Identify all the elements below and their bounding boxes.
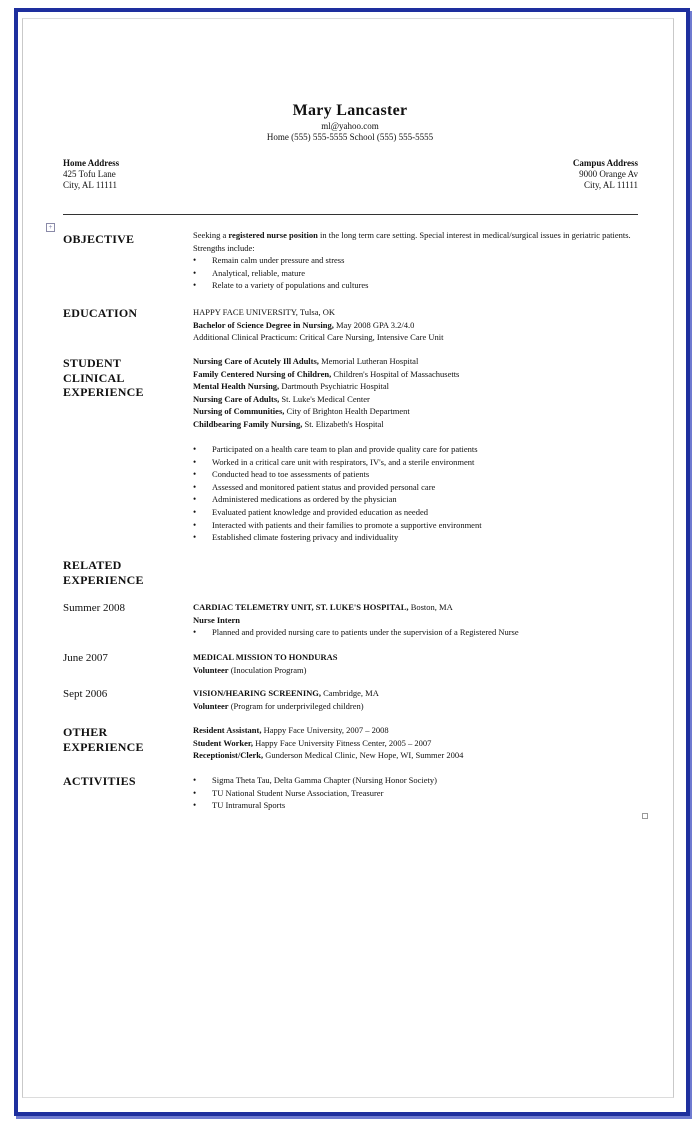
campus-address-line2: City, AL 11111 — [584, 180, 638, 190]
entry-org-name: CARDIAC TELEMETRY UNIT, ST. LUKE'S HOSPITAL, — [193, 602, 409, 612]
job-title: Resident Assistant, — [193, 725, 262, 735]
list-item: • Established climate fostering privacy and individuality — [193, 531, 638, 544]
clinical-heading-line3: EXPERIENCE — [63, 385, 144, 399]
entry-date: Summer 2008 — [63, 602, 126, 614]
list-item — [193, 724, 638, 737]
rotation-site: Dartmouth Psychiatric Hospital — [279, 381, 389, 392]
list-item — [193, 355, 638, 368]
resume-header — [0, 101, 700, 143]
entry-org — [193, 601, 638, 614]
end-of-cell-marker — [642, 813, 648, 819]
rotation-name: Nursing Care of Adults, — [193, 393, 280, 404]
rotation-site: St. Elizabeth's Hospital — [302, 418, 384, 429]
objective-intro — [193, 229, 638, 254]
entry-org-location: Boston, MA — [408, 602, 453, 612]
entry-role — [193, 664, 638, 677]
rotation-site: Children's Hospital of Massachusetts — [331, 368, 460, 379]
list-item: • Participated on a health care team to plan and provide quality care for patients — [193, 443, 638, 456]
job-title: Student Worker, — [193, 737, 253, 748]
job-detail: Happy Face University Fitness Center, 2005 – 2007 — [253, 737, 432, 748]
other-experience-list — [193, 724, 638, 762]
objective-heading: OBJECTIVE — [63, 232, 135, 246]
list-item: • Relate to a variety of populations and cultures — [193, 279, 638, 292]
rotation-name: Nursing of Communities, — [193, 406, 285, 417]
list-item — [193, 393, 638, 406]
clinical-heading-line1: STUDENT — [63, 356, 122, 370]
list-item — [193, 418, 638, 431]
entry-role-title: Nurse Intern — [193, 614, 240, 625]
activities-content — [193, 774, 638, 812]
clinical-duties-list — [193, 443, 638, 544]
entry-date: Sept 2006 — [63, 688, 108, 700]
clinical-heading — [63, 356, 144, 400]
rotation-site: City of Brighton Health Department — [284, 406, 410, 417]
list-item: • Assessed and monitored patient status and provided personal care — [193, 481, 638, 494]
related-entry — [193, 687, 638, 712]
entry-org — [193, 687, 638, 700]
email-line: ml@yahoo.com — [321, 121, 379, 131]
objective-strengths-list — [193, 254, 638, 292]
home-address — [63, 158, 119, 191]
entry-role — [193, 614, 638, 627]
entry-org-location: Cambridge, MA — [321, 688, 379, 698]
related-heading — [63, 558, 144, 587]
related-entry — [193, 651, 638, 676]
objective-intro-bold: registered nurse position — [228, 230, 318, 240]
rotation-name: Family Centered Nursing of Children, — [193, 368, 332, 379]
education-degree — [193, 319, 638, 332]
activities-list — [193, 774, 638, 812]
education-practicum: Additional Clinical Practicum: Critical Care Nursing, Intensive Care Unit — [193, 332, 444, 343]
rotation-site: St. Luke's Medical Center — [279, 393, 370, 404]
entry-role — [193, 700, 638, 713]
entry-org — [193, 651, 638, 664]
education-content — [193, 306, 638, 344]
rotation-site: Memorial Lutheran Hospital — [318, 356, 419, 366]
objective-content — [193, 229, 638, 292]
entry-org-name: MEDICAL MISSION TO HONDURAS — [193, 652, 338, 662]
clinical-duties — [193, 443, 638, 544]
phone-line: Home (555) 555-5555 School (555) 555-5555 — [266, 132, 434, 142]
entry-role-title: Volunteer — [193, 700, 229, 711]
list-item — [193, 368, 638, 381]
header-divider — [63, 214, 638, 215]
list-item: • Conducted head to toe assessments of patients — [193, 468, 638, 481]
list-item — [193, 749, 638, 762]
list-item: • Administered medications as ordered by the physician — [193, 493, 638, 506]
related-entry — [193, 601, 638, 639]
related-heading-line1: RELATED — [63, 558, 122, 572]
education-heading: EDUCATION — [63, 306, 138, 320]
other-heading-line1: OTHER — [63, 725, 108, 739]
job-detail: Gunderson Medical Clinic, New Hope, WI, Summer 2004 — [263, 750, 464, 761]
list-item — [193, 380, 638, 393]
home-address-line1: 425 Tofu Lane — [63, 169, 116, 179]
home-address-label: Home Address — [63, 158, 120, 168]
entry-bullets — [193, 626, 638, 639]
clinical-rotations — [193, 355, 638, 431]
list-item: • Sigma Theta Tau, Delta Gamma Chapter (Nursing Honor Society) — [193, 774, 638, 787]
campus-address-line1: 9000 Orange Av — [579, 169, 638, 179]
table-move-handle-icon[interactable]: + — [46, 223, 55, 232]
list-item: • Remain calm under pressure and stress — [193, 254, 638, 267]
education-degree-rest: May 2008 GPA 3.2/4.0 — [333, 319, 415, 330]
related-heading-line2: EXPERIENCE — [63, 572, 144, 587]
other-heading-line2: EXPERIENCE — [63, 739, 144, 754]
job-title: Receptionist/Clerk, — [193, 750, 264, 761]
list-item: • TU National Student Nurse Association, Treasurer — [193, 787, 638, 800]
list-item: • Evaluated patient knowledge and provided education as needed — [193, 506, 638, 519]
list-item: • Interacted with patients and their families to promote a supportive environment — [193, 519, 638, 532]
entry-date: June 2007 — [63, 652, 108, 664]
rotation-name: Mental Health Nursing, — [193, 381, 280, 392]
candidate-name: Mary Lancaster — [292, 102, 408, 119]
list-item: • Analytical, reliable, mature — [193, 267, 638, 280]
entry-role-detail: (Inoculation Program) — [228, 664, 307, 675]
clinical-heading-line2: CLINICAL — [63, 370, 125, 385]
list-item — [193, 737, 638, 750]
list-item — [193, 405, 638, 418]
list-item: • TU Intramural Sports — [193, 799, 638, 812]
campus-address-label: Campus Address — [572, 158, 638, 168]
activities-heading: ACTIVITIES — [63, 774, 136, 788]
education-degree-bold: Bachelor of Science Degree in Nursing, — [193, 319, 334, 330]
campus-address — [573, 158, 638, 191]
list-item: • Planned and provided nursing care to patients under the supervision of a Registered Nurse — [193, 626, 638, 639]
other-heading — [63, 725, 144, 754]
rotation-name: Nursing Care of Acutely Ill Adults, — [193, 356, 319, 366]
education-school: HAPPY FACE UNIVERSITY, Tulsa, OK — [193, 307, 336, 317]
entry-role-detail: (Program for underprivileged children) — [228, 700, 364, 711]
objective-intro-pre: Seeking a — [193, 230, 229, 240]
home-address-line2: City, AL 11111 — [63, 180, 117, 190]
entry-org-name: VISION/HEARING SCREENING, — [193, 688, 321, 698]
objective-intro-post: in the long term care setting. Special interest in medical/surgical issues in geriatric patients. Strengths include: — [193, 230, 631, 253]
entry-role-title: Volunteer — [193, 664, 229, 675]
list-item: • Worked in a critical care unit with respirators, IV's, and a sterile environment — [193, 456, 638, 469]
job-detail: Happy Face University, 2007 – 2008 — [261, 725, 389, 735]
rotation-name: Childbearing Family Nursing, — [193, 418, 303, 429]
